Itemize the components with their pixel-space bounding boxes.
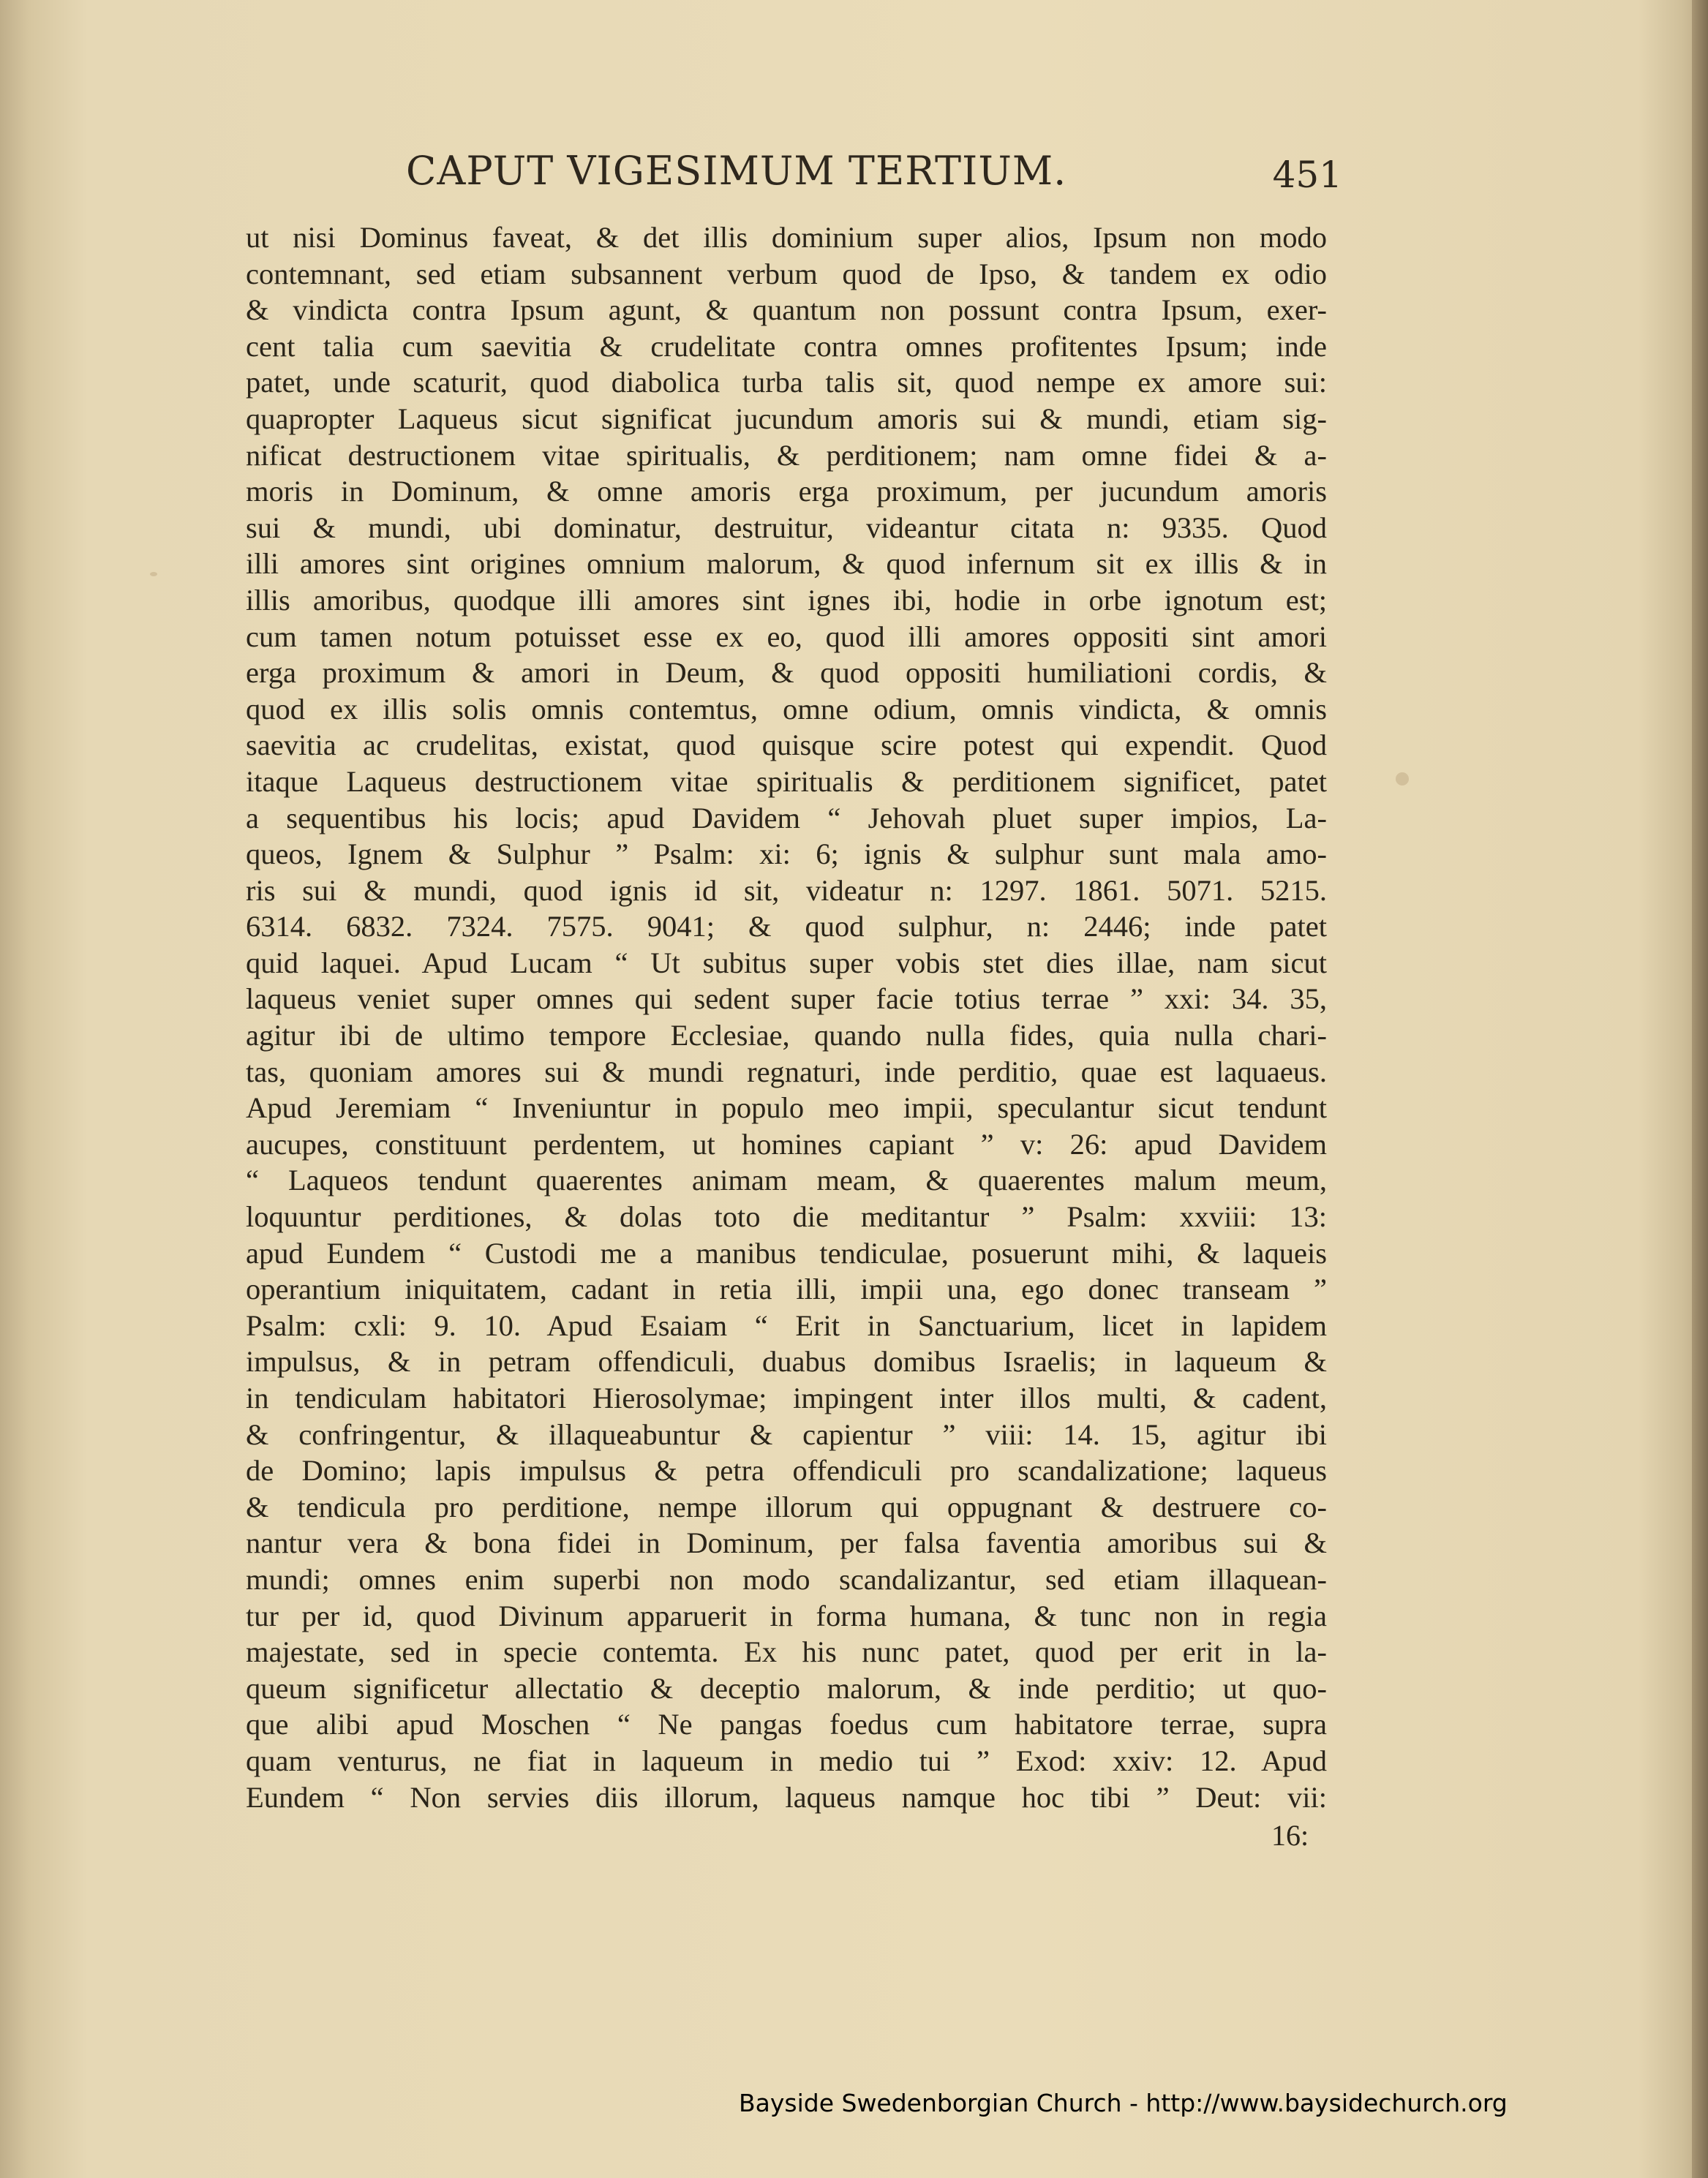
- text-line: & tendicula pro perditione, nempe illorum qui oppugnant & destruere co-: [246, 1490, 1327, 1523]
- text-line: in tendiculam habitatori Hierosolymae; impingent inter illos multi, & cadent,: [246, 1382, 1327, 1414]
- running-title: CAPUT VIGESIMUM TERTIUM.: [406, 148, 1067, 194]
- text-line: queum significetur allectatio & deceptio malorum, & inde perditio; ut quo-: [246, 1671, 1327, 1705]
- text-line: & confringentur, & illaqueabuntur & capientur ” viii: 14. 15, agitur ibi: [246, 1417, 1327, 1451]
- text-line: moris in Dominum, & omne amoris erga proximum, per jucundum amoris: [246, 475, 1327, 508]
- page-edge-shadow: [1692, 0, 1708, 2178]
- text-line: nantur vera & bona fidei in Dominum, per falsa faventia amoribus sui &: [246, 1526, 1327, 1560]
- text-line: “ Laqueos tendunt quaerentes animam meam, & quaerentes malum meum,: [246, 1164, 1327, 1197]
- text-line: cent talia cum saevitia & crudelitate contra omnes profitentes Ipsum; inde: [246, 329, 1327, 363]
- text-line: & vindicta contra Ipsum agunt, & quantum non possunt contra Ipsum, exer-: [246, 293, 1327, 327]
- text-line: tur per id, quod Divinum apparuerit in forma humana, & tunc non in regia: [246, 1599, 1327, 1632]
- text-line: queos, Ignem & Sulphur ” Psalm: xi: 6; ignis & sulphur sunt mala amo-: [246, 837, 1327, 871]
- text-line: ut nisi Dominus faveat, & det illis dominium super alios, Ipsum non modo: [246, 221, 1327, 254]
- text-line: tas, quoniam amores sui & mundi regnaturi, inde perditio, quae est laquaeus.: [246, 1055, 1327, 1088]
- text-line: illis amoribus, quodque illi amores sint ignes ibi, hodie in orbe ignotum est;: [246, 583, 1327, 617]
- text-line: que alibi apud Moschen “ Ne pangas foedus cum habitatore terrae, supra: [246, 1708, 1327, 1741]
- paper-stain: [1396, 772, 1409, 785]
- footer-credit: Bayside Swedenborgian Church - http://www.baysidechurch.org: [739, 2089, 1508, 2117]
- text-line: laqueus veniet super omnes qui sedent super facie totius terrae ” xxi: 34. 35,: [246, 982, 1327, 1016]
- text-line: quid laquei. Apud Lucam “ Ut subitus super vobis stet dies illae, nam sicut: [246, 946, 1327, 979]
- text-line: operantium iniquitatem, cadant in retia illi, impii una, ego donec transeam ”: [246, 1273, 1327, 1306]
- text-line: aucupes, constituunt perdentem, ut homines capiant ” v: 26: apud Davidem: [246, 1127, 1327, 1161]
- text-line: cum tamen notum potuisset esse ex eo, quod illi amores oppositi sint amori: [246, 619, 1327, 653]
- text-line: Eundem “ Non servies diis illorum, laqueus namque hoc tibi ” Deut: vii:: [246, 1780, 1327, 1814]
- text-line: a sequentibus his locis; apud Davidem “ Jehovah pluet super impios, La-: [246, 801, 1327, 834]
- text-line: erga proximum & amori in Deum, & quod oppositi humiliationi cordis, &: [246, 656, 1327, 690]
- page-number: 451: [1272, 154, 1342, 196]
- text-line: contemnant, sed etiam subsannent verbum quod de Ipso, & tandem ex odio: [246, 257, 1327, 290]
- paper-stain: [150, 572, 157, 576]
- page-header: [406, 148, 1342, 214]
- body-text: [246, 219, 1327, 1815]
- text-line: 6314. 6832. 7324. 7575. 9041; & quod sulphur, n: 2446; inde patet: [246, 910, 1327, 943]
- text-line: majestate, sed in specie contemta. Ex his nunc patet, quod per erit in la-: [246, 1635, 1327, 1669]
- text-line: agitur ibi de ultimo tempore Ecclesiae, quando nulla fides, quia nulla chari-: [246, 1019, 1327, 1052]
- text-line: sui & mundi, ubi dominatur, destruitur, videantur citata n: 9335. Quod: [246, 510, 1327, 544]
- text-line: patet, unde scaturit, quod diabolica turba talis sit, quod nempe ex amore sui:: [246, 366, 1327, 399]
- text-line: de Domino; lapis impulsus & petra offendiculi pro scandalizatione; laqueus: [246, 1454, 1327, 1488]
- text-line: Psalm: cxli: 9. 10. Apud Esaiam “ Erit in Sanctuarium, licet in lapidem: [246, 1308, 1327, 1342]
- text-line: illi amores sint origines omnium malorum, & quod infernum sit ex illis & in: [246, 547, 1327, 581]
- text-line: loquuntur perditiones, & dolas toto die meditantur ” Psalm: xxviii: 13:: [246, 1200, 1327, 1234]
- text-line: Apud Jeremiam “ Inveniuntur in populo meo impii, speculantur sicut tendunt: [246, 1091, 1327, 1125]
- text-line: nificat destructionem vitae spiritualis, & perditionem; nam omne fidei & a-: [246, 438, 1327, 472]
- text-line: quod ex illis solis omnis contemtus, omne odium, omnis vindicta, & omnis: [246, 692, 1327, 726]
- text-line: quapropter Laqueus sicut significat jucundum amoris sui & mundi, etiam sig-: [246, 402, 1327, 435]
- text-line: quam venturus, ne fiat in laqueum in medio tui ” Exod: xxiv: 12. Apud: [246, 1744, 1327, 1777]
- text-line: apud Eundem “ Custodi me a manibus tendiculae, posuerunt mihi, & laqueis: [246, 1236, 1327, 1270]
- text-line: itaque Laqueus destructionem vitae spiritualis & perditionem significet, patet: [246, 764, 1327, 798]
- text-line: mundi; omnes enim superbi non modo scandalizantur, sed etiam illaquean-: [246, 1562, 1327, 1596]
- catchword: 16:: [1271, 1819, 1309, 1852]
- text-line: impulsus, & in petram offendiculi, duabus domibus Israelis; in laqueum &: [246, 1345, 1327, 1379]
- text-line: ris sui & mundi, quod ignis id sit, videatur n: 1297. 1861. 5071. 5215.: [246, 873, 1327, 907]
- text-line: saevitia ac crudelitas, existat, quod quisque scire potest qui expendit. Quod: [246, 728, 1327, 762]
